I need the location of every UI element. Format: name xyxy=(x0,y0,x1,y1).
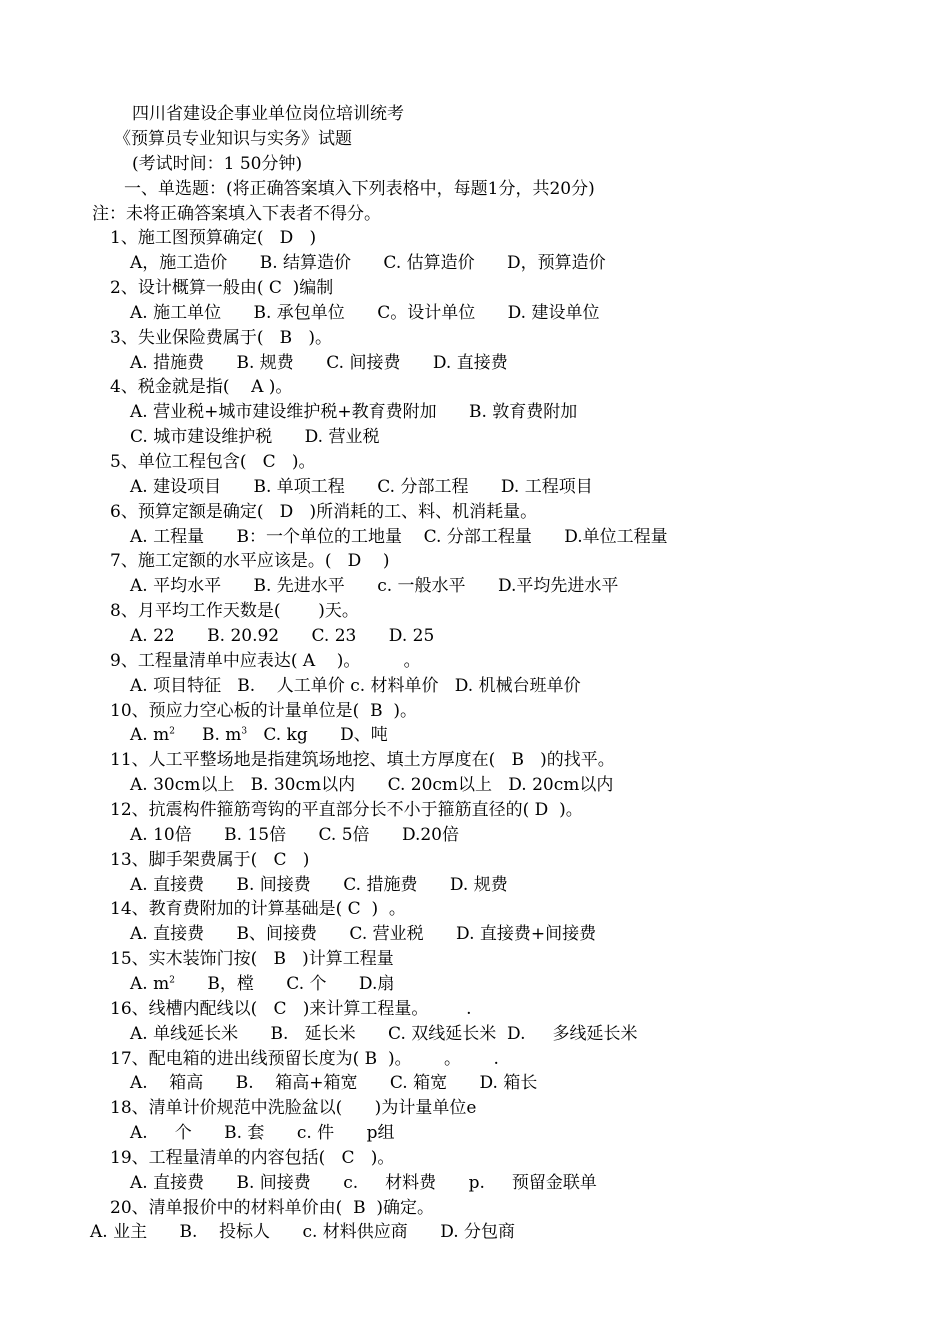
question-options: A. 建设项目 B. 单项工程 C. 分部工程 D. 工程项目 xyxy=(130,477,593,497)
question-text: 6、预算定额是确定( D )所消耗的工、料、机消耗量。 xyxy=(110,502,538,522)
question-options: A. 措施费 B. 规费 C. 间接费 D. 直接费 xyxy=(130,353,508,373)
question-text: 8、月平均工作天数是( )天。 xyxy=(110,601,359,621)
exam-time: (考试时间：1 50分钟) xyxy=(132,154,303,174)
option-text: B. m xyxy=(174,725,242,745)
question-options: A. 工程量 B：一个单位的工地量 C. 分部工程量 D.单位工程量 xyxy=(130,527,668,547)
section-heading: 一、单选题：(将正确答案填入下列表格中，每题1分，共20分) xyxy=(124,179,595,199)
question-text: 9、工程量清单中应表达( A )。 。 xyxy=(110,651,421,671)
question-options: A. 30cm以上 B. 30cm以内 C. 20cm以上 D. 20cm以内 xyxy=(130,775,614,795)
question-text: 16、线槽内配线以( C )来计算工程量。 . xyxy=(110,999,472,1019)
question-text: 7、施工定额的水平应该是。( D ) xyxy=(110,551,390,571)
question-options xyxy=(130,723,388,747)
question-text: 14、教育费附加的计算基础是( C ) 。 xyxy=(110,899,406,919)
question-text: 19、工程量清单的内容包括( C )。 xyxy=(110,1148,395,1168)
option-text: A. m xyxy=(130,974,170,994)
question-text: 15、实木装饰门按( B )计算工程量 xyxy=(110,949,394,969)
question-options: A. 项目特征 B. 人工单价 c. 材料单价 D. 机械台班单价 xyxy=(130,676,581,696)
question-options: A. 单线延长米 B. 延长米 C. 双线延长米 D. 多线延长米 xyxy=(130,1024,638,1044)
question-text: 3、失业保险费属于( B )。 xyxy=(110,328,332,348)
exam-subtitle: 《预算员专业知识与实务》试题 xyxy=(114,129,352,149)
question-options: A. 直接费 B. 间接费 C. 措施费 D. 规费 xyxy=(130,875,508,895)
question-text: 4、税金就是指( A )。 xyxy=(110,377,293,397)
option-text: C. kg D、吨 xyxy=(247,725,388,745)
question-text: 13、脚手架费属于( C ) xyxy=(110,850,310,870)
question-options: A. 营业税+城市建设维护税+教育费附加 B. 敦育费附加 xyxy=(130,402,578,422)
question-text: 1、施工图预算确定( D ) xyxy=(110,228,317,248)
question-options: A. 10倍 B. 15倍 C. 5倍 D.20倍 xyxy=(130,825,460,845)
question-options: A. 平均水平 B. 先进水平 c. 一般水平 D.平均先进水平 xyxy=(130,576,619,596)
question-options: A. 个 B. 套 c. 件 p组 xyxy=(130,1123,395,1143)
superscript: 2 xyxy=(169,975,175,986)
superscript: 2 xyxy=(169,726,175,737)
option-text: B，樘 C. 个 D.扇 xyxy=(174,974,395,994)
question-text: 17、配电箱的进出线预留长度为( B )。 。 . xyxy=(110,1049,499,1069)
question-options: A. 22 B. 20.92 C. 23 D. 25 xyxy=(130,626,435,646)
question-options: A. 业主 B. 投标人 c. 材料供应商 D. 分包商 xyxy=(90,1222,516,1242)
question-options: A. 直接费 B、间接费 C. 营业税 D. 直接费+间接费 xyxy=(130,924,597,944)
exam-note: 注：未将正确答案填入下表者不得分。 xyxy=(92,204,381,224)
option-text: A. m xyxy=(130,725,170,745)
question-options: A. 箱高 B. 箱高+箱宽 C. 箱宽 D. 箱长 xyxy=(130,1073,538,1093)
question-text: 12、抗震构件箍筋弯钩的平直部分长不小于箍筋直径的( D )。 xyxy=(110,800,583,820)
question-text: 2、设计概算一般由( C )编制 xyxy=(110,278,334,298)
question-options: A. 直接费 B. 间接费 c. 材料费 p. 预留金联单 xyxy=(130,1173,597,1193)
question-text: 10、预应力空心板的计量单位是( B )。 xyxy=(110,701,418,721)
superscript: 3 xyxy=(241,726,248,737)
question-text: 20、清单报价中的材料单价由( B )确定。 xyxy=(110,1198,435,1218)
question-text: 5、单位工程包含( C )。 xyxy=(110,452,316,472)
question-text: 11、人工平整场地是指建筑场地挖、填土方厚度在( B )的找平。 xyxy=(110,750,615,770)
question-options: C. 城市建设维护税 D. 营业税 xyxy=(130,427,380,447)
exam-title: 四川省建设企事业单位岗位培训统考 xyxy=(132,104,404,124)
question-options: A，施工造价 B. 结算造价 C. 估算造价 D，预算造价 xyxy=(130,253,606,273)
question-options: A. 施工单位 B. 承包单位 C。设计单位 D. 建设单位 xyxy=(130,303,600,323)
question-text: 18、清单计价规范中洗脸盆以( )为计量单位e xyxy=(110,1098,477,1118)
question-options xyxy=(130,972,394,996)
